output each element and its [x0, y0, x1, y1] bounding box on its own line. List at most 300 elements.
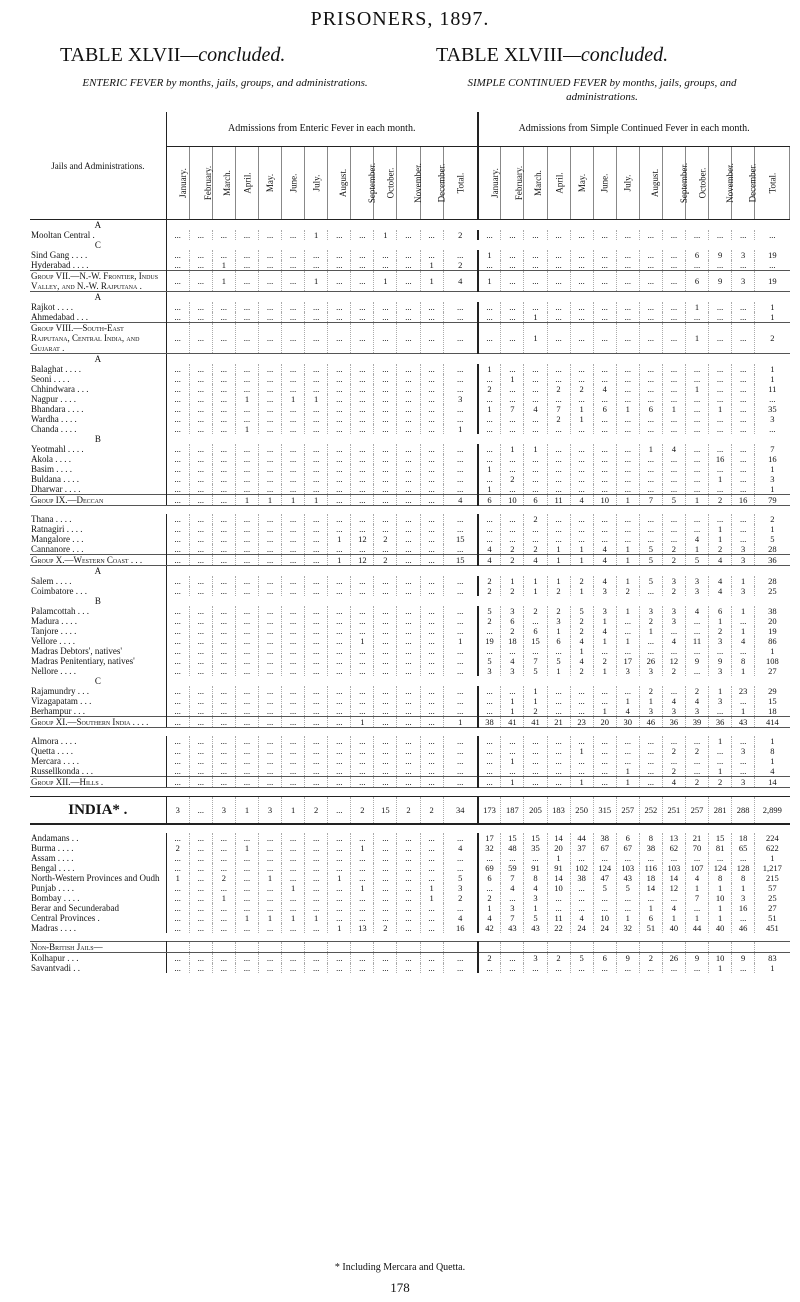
enteric-month-cell: ... — [397, 555, 420, 566]
enteric-month-cell: ... — [397, 414, 420, 424]
enteric-month-cell: ... — [328, 636, 351, 646]
enteric-month-cell: ... — [166, 706, 189, 717]
simple-month-cell: 2 — [501, 555, 524, 566]
enteric-month-cell: ... — [189, 736, 212, 746]
simple-month-cell: 43 — [501, 923, 524, 933]
enteric-month-cell: ... — [235, 746, 258, 756]
enteric-month-cell: ... — [212, 626, 235, 636]
simple-month-cell: 1 — [593, 636, 616, 646]
simple-month-cell: ... — [616, 260, 639, 271]
simple-month-cell: 1 — [709, 913, 732, 923]
enteric-month-cell: ... — [328, 464, 351, 474]
enteric-total-cell: 4 — [443, 913, 478, 923]
simple-month-cell: ... — [501, 454, 524, 464]
enteric-total-cell: 3 — [443, 394, 478, 404]
simple-month-cell: ... — [524, 302, 547, 312]
jail-row — [30, 524, 790, 534]
enteric-month-cell: ... — [374, 736, 397, 746]
simple-month-cell: 14 — [547, 873, 570, 883]
simple-month-cell: ... — [593, 364, 616, 374]
enteric-month-cell: ... — [282, 706, 305, 717]
enteric-month-cell: ... — [282, 524, 305, 534]
enteric-month-cell: ... — [235, 777, 258, 788]
simple-month-cell: 81 — [709, 843, 732, 853]
simple-month-cell: ... — [639, 756, 662, 766]
simple-month-cell: ... — [478, 524, 501, 534]
jail-name: Ratnagiri . . . . — [30, 524, 166, 534]
simple-month-cell: ... — [616, 454, 639, 464]
enteric-month-cell: ... — [282, 893, 305, 903]
simple-month-cell: ... — [639, 230, 662, 240]
enteric-total-cell: ... — [443, 404, 478, 414]
simple-month-cell: 39 — [685, 717, 708, 728]
simple-month-cell: ... — [685, 853, 708, 863]
simple-month-cell: 9 — [685, 953, 708, 964]
simple-month-cell: 8 — [732, 656, 755, 666]
simple-month-cell: ... — [524, 464, 547, 474]
simple-month-cell: ... — [732, 364, 755, 374]
simple-month-cell: 10 — [501, 495, 524, 506]
simple-month-cell: 1 — [685, 323, 708, 354]
enteric-month-cell: ... — [305, 586, 328, 596]
simple-month-cell: 1 — [478, 903, 501, 913]
simple-month-cell: ... — [570, 312, 593, 323]
simple-month-cell: ... — [593, 312, 616, 323]
simple-month-cell: 26 — [662, 953, 685, 964]
simple-month-cell: ... — [732, 853, 755, 863]
simple-month-cell: 2 — [662, 555, 685, 566]
enteric-month-cell: ... — [258, 260, 281, 271]
enteric-month-cell: ... — [166, 963, 189, 973]
jail-row — [30, 616, 790, 626]
simple-month-cell: ... — [732, 464, 755, 474]
enteric-month-cell: ... — [282, 544, 305, 555]
simple-month-cell: ... — [616, 853, 639, 863]
enteric-month-cell: ... — [189, 514, 212, 524]
simple-total-cell: 1 — [770, 302, 775, 312]
simple-month-cell: ... — [732, 756, 755, 766]
enteric-month-cell: ... — [397, 873, 420, 883]
enteric-month-cell: ... — [189, 414, 212, 424]
enteric-month-cell: ... — [258, 444, 281, 454]
simple-month-cell: ... — [639, 636, 662, 646]
enteric-month-cell: ... — [235, 953, 258, 964]
enteric-month-cell: ... — [235, 686, 258, 696]
simple-month-cell: 8 — [639, 833, 662, 843]
class-letter: A — [30, 566, 166, 577]
jail-name: Nellore . . . . — [30, 666, 166, 676]
enteric-month-cell: ... — [212, 636, 235, 646]
enteric-month-cell: ... — [235, 903, 258, 913]
enteric-month-cell: ... — [374, 544, 397, 555]
simple-month-cell: ... — [524, 756, 547, 766]
simple-total-cell: 2,899 — [755, 797, 790, 825]
enteric-month-cell: 1 — [305, 913, 328, 923]
enteric-month-cell: 1 — [374, 230, 397, 240]
simple-month-cell: 1 — [524, 586, 547, 596]
simple-month-cell: 3 — [593, 606, 616, 616]
enteric-month-cell: ... — [282, 963, 305, 973]
enteric-month-cell: ... — [282, 717, 305, 728]
simple-total-cell: 79 — [755, 495, 790, 506]
enteric-month-cell: ... — [282, 474, 305, 484]
enteric-month-cell: ... — [374, 903, 397, 913]
enteric-month-cell: ... — [374, 260, 397, 271]
simple-month-cell: 4 — [524, 555, 547, 566]
enteric-total-cell: 3 — [443, 883, 478, 893]
enteric-month-cell: ... — [305, 863, 328, 873]
jail-name: Assam . . . . — [30, 853, 166, 863]
simple-month-cell: 44 — [570, 833, 593, 843]
simple-total-cell: 27 — [768, 666, 777, 676]
enteric-month-cell: 1 — [235, 495, 258, 506]
month-label: December. — [435, 163, 446, 203]
enteric-month-cell: ... — [328, 394, 351, 404]
enteric-month-cell: ... — [282, 464, 305, 474]
enteric-month-cell: ... — [212, 616, 235, 626]
enteric-month-cell: ... — [328, 484, 351, 495]
simple-month-header — [709, 147, 735, 220]
simple-total-cell: 1 — [770, 464, 775, 474]
enteric-month-cell: ... — [189, 636, 212, 646]
simple-month-cell: 91 — [547, 863, 570, 873]
enteric-month-cell: ... — [305, 636, 328, 646]
enteric-month-cell: ... — [374, 626, 397, 636]
enteric-month-cell: ... — [305, 524, 328, 534]
simple-total-cell: 35 — [768, 404, 777, 414]
simple-month-cell: 1 — [524, 323, 547, 354]
enteric-total-cell: ... — [443, 444, 478, 454]
enteric-month-cell: ... — [305, 404, 328, 414]
simple-total-cell: 4 — [770, 766, 775, 776]
simple-month-cell: 1 — [524, 696, 547, 706]
enteric-total-cell: ... — [443, 323, 478, 354]
enteric-total-cell: ... — [443, 586, 478, 596]
simple-month-cell: ... — [570, 903, 593, 913]
enteric-month-cell: ... — [189, 424, 212, 434]
enteric-month-cell: ... — [166, 626, 189, 636]
simple-month-cell: ... — [501, 302, 524, 312]
simple-month-cell: 2 — [524, 544, 547, 555]
simple-month-cell: ... — [547, 250, 570, 260]
simple-month-cell: 1 — [732, 606, 755, 616]
group-total-row — [30, 777, 790, 788]
simple-month-cell: ... — [524, 250, 547, 260]
simple-month-cell: 3 — [732, 777, 755, 788]
simple-month-cell: 8 — [732, 873, 755, 883]
enteric-total-cell: 5 — [443, 873, 478, 883]
enteric-month-cell: ... — [305, 853, 328, 863]
simple-month-cell: ... — [478, 883, 501, 893]
simple-month-cell: 14 — [662, 873, 685, 883]
enteric-month-cell: ... — [235, 444, 258, 454]
simple-month-cell: ... — [524, 484, 547, 495]
simple-month-cell: ... — [593, 464, 616, 474]
simple-month-cell: 7 — [685, 893, 708, 903]
simple-month-cell: ... — [501, 364, 524, 374]
simple-month-cell: ... — [478, 706, 501, 717]
enteric-month-cell: ... — [328, 364, 351, 374]
simple-month-cell: ... — [547, 524, 570, 534]
enteric-month-cell: ... — [397, 746, 420, 756]
jail-name: Palamcottah . . . — [30, 606, 166, 616]
enteric-month-cell: ... — [282, 843, 305, 853]
simple-month-cell: 10 — [709, 953, 732, 964]
enteric-month-cell: ... — [328, 424, 351, 434]
enteric-month-cell: ... — [212, 903, 235, 913]
month-label: April. — [242, 172, 253, 194]
simple-month-cell: 6 — [639, 404, 662, 414]
enteric-month-cell: ... — [328, 686, 351, 696]
simple-month-cell: 3 — [732, 746, 755, 756]
simple-month-cell: ... — [547, 271, 570, 292]
class-letter-row — [30, 292, 790, 303]
enteric-month-cell: ... — [420, 404, 443, 414]
enteric-month-cell: ... — [420, 626, 443, 636]
enteric-month-cell: ... — [282, 636, 305, 646]
enteric-month-cell: ... — [282, 444, 305, 454]
enteric-month-cell: ... — [189, 883, 212, 893]
simple-month-cell: ... — [501, 534, 524, 544]
simple-month-cell: 2 — [547, 953, 570, 964]
simple-month-cell: 2 — [570, 626, 593, 636]
enteric-month-cell: ... — [212, 414, 235, 424]
enteric-month-cell: ... — [420, 384, 443, 394]
enteric-total-cell: ... — [443, 474, 478, 484]
month-label: August. — [649, 168, 660, 198]
simple-month-cell: 1 — [501, 576, 524, 586]
simple-month-cell: ... — [570, 394, 593, 404]
enteric-month-cell: ... — [374, 616, 397, 626]
enteric-month-cell: ... — [305, 893, 328, 903]
enteric-month-cell: ... — [189, 495, 212, 506]
enteric-month-cell: ... — [305, 260, 328, 271]
enteric-month-cell: ... — [305, 666, 328, 676]
enteric-month-cell: ... — [420, 534, 443, 544]
simple-month-cell: ... — [593, 271, 616, 292]
enteric-month-cell: ... — [282, 923, 305, 933]
enteric-month-cell: ... — [420, 424, 443, 434]
enteric-month-cell: ... — [397, 464, 420, 474]
simple-month-cell: 4 — [570, 656, 593, 666]
simple-month-cell: 1 — [501, 706, 524, 717]
enteric-month-cell: ... — [374, 404, 397, 414]
enteric-month-cell: ... — [235, 544, 258, 555]
simple-total-cell: 25 — [768, 586, 777, 596]
jail-name: Andamans . . — [30, 833, 166, 843]
enteric-month-cell: ... — [282, 666, 305, 676]
simple-month-cell: ... — [478, 260, 501, 271]
simple-month-cell: ... — [478, 302, 501, 312]
group-name: Group IX.—Deccan — [30, 495, 166, 506]
enteric-month-cell: ... — [235, 586, 258, 596]
jail-name: Mercara . . . . — [30, 756, 166, 766]
enteric-total-cell: ... — [443, 646, 478, 656]
jail-row — [30, 626, 790, 636]
simple-month-cell: ... — [685, 394, 708, 404]
jail-row — [30, 576, 790, 586]
group-total-row — [30, 942, 790, 953]
jail-row — [30, 923, 790, 933]
simple-month-cell: ... — [547, 893, 570, 903]
simple-month-cell: ... — [685, 736, 708, 746]
simple-month-cell: 4 — [709, 555, 732, 566]
enteric-month-cell: ... — [282, 424, 305, 434]
simple-month-cell: ... — [616, 893, 639, 903]
simple-month-cell: 7 — [524, 656, 547, 666]
simple-month-cell: 1 — [709, 766, 732, 777]
jail-row — [30, 514, 790, 524]
simple-month-cell: ... — [478, 686, 501, 696]
simple-month-cell: 4 — [501, 656, 524, 666]
simple-month-cell: 3 — [732, 586, 755, 596]
enteric-month-cell: ... — [420, 312, 443, 323]
enteric-month-cell: ... — [212, 843, 235, 853]
simple-month-cell: 36 — [709, 717, 732, 728]
enteric-month-cell: ... — [258, 903, 281, 913]
simple-month-cell: ... — [478, 534, 501, 544]
enteric-month-cell: ... — [374, 576, 397, 586]
enteric-month-cell: ... — [258, 384, 281, 394]
enteric-month-cell: ... — [397, 736, 420, 746]
simple-month-cell: 1 — [616, 544, 639, 555]
simple-month-cell: ... — [616, 364, 639, 374]
enteric-month-cell: ... — [258, 414, 281, 424]
simple-month-cell: 1 — [593, 616, 616, 626]
simple-month-cell: ... — [547, 484, 570, 495]
enteric-month-cell: ... — [420, 464, 443, 474]
enteric-month-cell: ... — [397, 484, 420, 495]
simple-month-cell: 3 — [547, 616, 570, 626]
simple-month-cell: 4 — [478, 913, 501, 923]
simple-month-cell: 1 — [478, 464, 501, 474]
jail-name: Savantvadi . . — [30, 963, 166, 973]
enteric-month-cell: 1 — [212, 260, 235, 271]
simple-month-cell: 2 — [639, 616, 662, 626]
simple-month-cell: ... — [732, 766, 755, 777]
jail-row — [30, 312, 790, 323]
enteric-month-cell: ... — [420, 766, 443, 777]
enteric-month-cell: ... — [166, 686, 189, 696]
simple-month-cell: 6 — [593, 404, 616, 414]
enteric-month-cell: ... — [235, 414, 258, 424]
enteric-month-cell: ... — [374, 454, 397, 464]
enteric-month-cell: ... — [397, 953, 420, 964]
enteric-month-cell: ... — [351, 696, 374, 706]
empty-cell — [166, 676, 789, 686]
simple-month-cell: 315 — [593, 797, 616, 825]
simple-month-cell: 43 — [616, 873, 639, 883]
enteric-month-cell: ... — [189, 250, 212, 260]
enteric-month-cell: ... — [397, 454, 420, 464]
simple-total-cell: 3 — [770, 414, 775, 424]
simple-month-cell: ... — [639, 414, 662, 424]
enteric-month-cell: ... — [374, 863, 397, 873]
simple-month-cell: ... — [616, 524, 639, 534]
simple-month-cell: ... — [685, 454, 708, 464]
enteric-month-header — [166, 147, 189, 220]
simple-month-cell: 2 — [501, 474, 524, 484]
simple-month-cell: 7 — [547, 404, 570, 414]
simple-month-cell: 7 — [501, 913, 524, 923]
simple-month-cell: ... — [616, 444, 639, 454]
simple-month-cell: ... — [639, 312, 662, 323]
enteric-month-cell: ... — [282, 514, 305, 524]
enteric-month-cell: ... — [420, 686, 443, 696]
simple-month-cell: ... — [685, 963, 708, 973]
enteric-month-cell: ... — [282, 746, 305, 756]
jail-name: Punjab . . . . — [30, 883, 166, 893]
enteric-month-cell: ... — [258, 454, 281, 464]
month-label: February. — [514, 165, 525, 201]
simple-month-cell: 2 — [547, 414, 570, 424]
enteric-month-cell: ... — [305, 696, 328, 706]
enteric-total-cell: ... — [443, 706, 478, 717]
enteric-month-cell: ... — [189, 706, 212, 717]
enteric-total-cell: 2 — [443, 230, 478, 240]
enteric-month-cell: ... — [351, 302, 374, 312]
enteric-month-cell: ... — [420, 736, 443, 746]
simple-month-cell: ... — [616, 271, 639, 292]
enteric-month-cell: ... — [212, 514, 235, 524]
simple-total-cell: 1 — [770, 374, 775, 384]
group-name: Group X.—Western Coast . . . — [30, 555, 166, 566]
enteric-month-cell: ... — [235, 863, 258, 873]
simple-month-cell: 4 — [524, 404, 547, 414]
simple-month-cell: 9 — [709, 271, 732, 292]
enteric-month-cell: ... — [420, 696, 443, 706]
enteric-month-cell: ... — [420, 586, 443, 596]
simple-month-cell: 1 — [616, 555, 639, 566]
enteric-month-cell: ... — [235, 464, 258, 474]
enteric-month-cell: ... — [235, 374, 258, 384]
empty-cell — [166, 596, 789, 606]
simple-month-cell: ... — [662, 736, 685, 746]
enteric-month-cell: ... — [328, 883, 351, 893]
enteric-month-cell: 1 — [235, 843, 258, 853]
simple-month-cell: ... — [685, 616, 708, 626]
simple-month-cell: ... — [547, 736, 570, 746]
enteric-month-cell: ... — [235, 302, 258, 312]
simple-month-cell: 35 — [524, 843, 547, 853]
simple-month-cell: ... — [501, 250, 524, 260]
enteric-month-cell: ... — [305, 777, 328, 788]
enteric-total-cell: ... — [443, 250, 478, 260]
enteric-month-cell: ... — [166, 384, 189, 394]
empty-cell — [166, 292, 789, 303]
enteric-month-cell: ... — [166, 606, 189, 616]
jail-name: Rajamundry . . . — [30, 686, 166, 696]
enteric-month-cell: ... — [166, 484, 189, 495]
simple-total-cell: 1,217 — [762, 863, 782, 873]
simple-month-cell: 17 — [478, 833, 501, 843]
simple-month-cell: ... — [662, 260, 685, 271]
enteric-month-cell: ... — [397, 544, 420, 555]
class-letter-row — [30, 566, 790, 577]
simple-month-cell: 18 — [501, 636, 524, 646]
jail-name: Basim . . . . — [30, 464, 166, 474]
simple-month-cell: 1 — [547, 544, 570, 555]
enteric-month-cell: ... — [189, 863, 212, 873]
enteric-month-cell: ... — [351, 424, 374, 434]
simple-total-cell: 2 — [770, 514, 775, 524]
simple-month-cell: ... — [662, 394, 685, 404]
jail-row — [30, 903, 790, 913]
enteric-month-cell: ... — [397, 766, 420, 777]
enteric-month-cell: ... — [258, 616, 281, 626]
enteric-month-cell: ... — [374, 323, 397, 354]
enteric-month-cell: ... — [374, 756, 397, 766]
